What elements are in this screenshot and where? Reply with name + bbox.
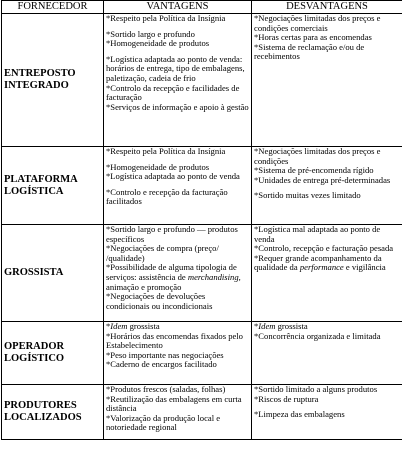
list-item: *Peso importante nas negociações (106, 349, 224, 360)
list-item: *Sistema de pré-encomenda rígido (254, 165, 374, 176)
list-item: *Logística adaptada ao ponto de venda: horários de entrega, tipo de embalagens, paletização, cadeia de frio (106, 53, 245, 83)
list-item: *Sistema de reclamação e/ou de recebimentos (254, 41, 365, 62)
list-item: *Negociações limitadas dos preços e condições comerciais (254, 13, 381, 33)
list-item: *Caderno de encargos facilitado (106, 359, 217, 370)
supplier-cell: PLATAFORMA LOGÍSTICA (2, 147, 104, 225)
list-item: *Controlo da recepção e facilidades de facturação (106, 82, 240, 103)
desvantagens-cell (252, 225, 402, 322)
table-row (2, 322, 402, 385)
list-item: *Limpeza das embalagens (254, 409, 345, 420)
list-item: *Produtos frescos (saladas, folhas) (106, 384, 226, 394)
list-item: *Controlo e recepção da facturação facilitados (106, 186, 228, 207)
list-item: *Sortido muitas vezes limitado (254, 190, 361, 201)
list-item: *Negociações de compra (preço/ /qualidade) (106, 243, 219, 263)
table-header-row (2, 1, 402, 14)
supplier-cell: OPERADOR LOGÍSTICO (2, 322, 104, 385)
list-item: *Negociações limitadas dos preços e condições (254, 146, 381, 166)
table-row (2, 385, 402, 440)
list-item: *Valorização da produção local e notoriedade regional (106, 412, 221, 433)
list-item: *Respeito pela Política da Insígnia (106, 146, 226, 156)
supplier-cell: PRODUTORES LOCALIZADOS (2, 385, 104, 440)
list-item: *Idem grossista (254, 321, 308, 331)
vantagens-cell (104, 147, 252, 225)
list-item: *Negociações de devoluções condicionais ou incondicionais (106, 291, 213, 311)
supplier-comparison-document (1, 0, 402, 440)
list-item: *Riscos de ruptura (254, 393, 319, 404)
supplier-cell: GROSSISTA (2, 225, 104, 322)
list-item: *Controlo, recepção e facturação pesada (254, 243, 394, 254)
list-item: *Serviços de informação e apoio à gestão (106, 101, 249, 112)
list-item: *Sortido limitado a alguns produtos (254, 384, 378, 394)
header-fornecedor: FORNECEDOR (2, 1, 104, 14)
list-item: *Respeito pela Política da Insígnia (106, 13, 226, 23)
vantagens-cell (104, 385, 252, 440)
list-item: *Homogeneidade de produtos (106, 161, 210, 172)
list-item: *Idem grossista (106, 321, 160, 331)
list-item: *Logística adaptada ao ponto de venda (106, 171, 240, 182)
desvantagens-cell (252, 147, 402, 225)
table-row (2, 147, 402, 225)
list-item: *Reutilização das embalagens em curta distância (106, 393, 242, 414)
list-item: *Horas certas para as encomendas (254, 32, 372, 43)
vantagens-cell (104, 322, 252, 385)
list-item: *Logística mal adaptada ao ponto de venda (254, 224, 381, 244)
list-item: *Sortido largo e profundo — produtos específicos (106, 224, 238, 244)
list-item: *Concorrência organizada e limitada (254, 330, 381, 341)
list-item: *Sortido largo e profundo (106, 28, 195, 39)
table-row (2, 225, 402, 322)
header-desvantagens: DESVANTAGENS (252, 1, 402, 14)
vantagens-cell (104, 225, 252, 322)
list-item: *Possibilidade de alguma tipologia de serviços: assistência de merchandising, animação e promoção (106, 262, 241, 292)
list-item: *Requer grande acompanhamento da qualidade da performance e vigilância (254, 252, 386, 273)
list-item: *Homogeneidade de produtos (106, 38, 210, 49)
supplier-comparison-table (1, 0, 402, 440)
list-item: *Horários das encomendas fixados pelo Estabelecimento (106, 330, 243, 351)
desvantagens-cell (252, 14, 402, 147)
desvantagens-cell (252, 385, 402, 440)
supplier-cell: ENTREPOSTO INTEGRADO (2, 14, 104, 147)
desvantagens-cell (252, 322, 402, 385)
header-vantagens: VANTAGENS (104, 1, 252, 14)
vantagens-cell (104, 14, 252, 147)
list-item: *Unidades de entrega pré-determinadas (254, 174, 391, 185)
table-row (2, 14, 402, 147)
